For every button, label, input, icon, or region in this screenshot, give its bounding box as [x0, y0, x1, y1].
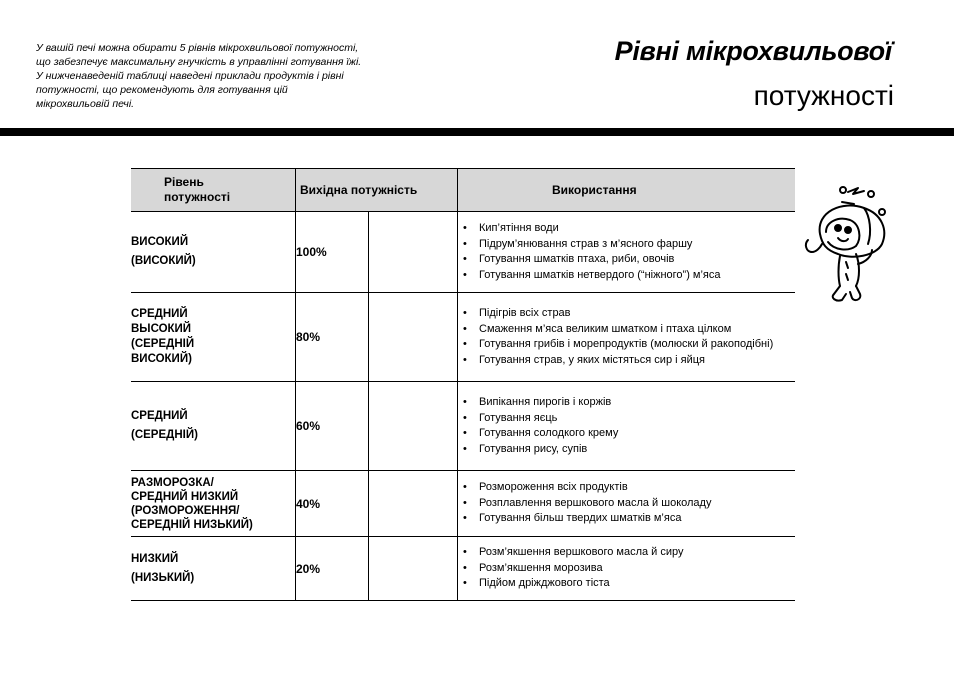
list-item: • Готування грибів і морепродуктів (молюски й ракоподібні)	[462, 337, 795, 353]
level-line: (СЕРЕДНІЙ	[131, 338, 195, 350]
empty-cell	[369, 537, 458, 601]
table-row	[131, 382, 795, 471]
table-row	[131, 293, 795, 382]
empty-cell	[369, 293, 458, 382]
intro-line: потужності, що рекомендують для готування цій	[36, 84, 288, 96]
level-line: СРЕДНИЙ НИЗКИЙ	[131, 490, 239, 503]
empty-cell	[369, 471, 458, 537]
list-item: • Готування яєць	[462, 411, 795, 427]
level-line: РАЗМОРОЗКА/	[131, 476, 214, 489]
list-item: • Готування шматків нетвердого (“ніжного”) м’яса	[462, 268, 795, 284]
table-row	[131, 537, 795, 601]
list-item: • Кип’ятіння води	[462, 221, 795, 237]
header-divider	[0, 128, 954, 136]
list-item: • Випікання пирогів і коржів	[462, 395, 795, 411]
level-line: СРЕДНИЙ	[131, 308, 188, 320]
level-cell	[131, 293, 296, 382]
power-cell: 40%	[296, 471, 369, 537]
level-line: ВЫСОКИЙ	[131, 323, 192, 335]
power-cell: 60%	[296, 382, 369, 471]
table-row	[131, 212, 795, 293]
list-item: • Готування рису, супів	[462, 442, 795, 458]
empty-cell	[369, 382, 458, 471]
power-cell: 100%	[296, 212, 369, 293]
list-item: • Готування шматків птаха, риби, овочів	[462, 252, 795, 268]
uses-cell	[458, 212, 796, 293]
list-item: • Розплавлення вершкового масла й шоколаду	[462, 496, 795, 512]
level-cell	[131, 212, 296, 293]
header-level	[131, 169, 296, 212]
level-line: СРЕДНИЙ	[131, 410, 188, 422]
header-level-line: Рівень	[164, 175, 204, 189]
page-subtitle: потужності	[753, 80, 894, 111]
power-cell: 20%	[296, 537, 369, 601]
table-row	[131, 471, 795, 537]
level-cell	[131, 382, 296, 471]
level-line: (СЕРЕДНІЙ)	[131, 429, 198, 441]
list-item: • Розм’якшення морозива	[462, 561, 795, 577]
list-item: • Розм’якшення вершкового масла й сиру	[462, 545, 795, 561]
intro-line: У вашій печі можна обирати 5 рівнів мікрохвильової потужності,	[36, 42, 359, 54]
intro-line: У нижченаведеній таблиці наведені приклади продуктів і рівні	[36, 70, 344, 82]
list-item: • Готування страв, у яких містяться сир і яйця	[462, 353, 795, 369]
level-line: ВИСОКИЙ	[131, 236, 189, 248]
list-item: • Смаження м’яса великим шматком і птаха цілком	[462, 322, 795, 338]
level-line: СЕРЕДНІЙ НИЗЬКИЙ)	[131, 518, 253, 531]
list-item: • Підігрів всіх страв	[462, 306, 795, 322]
table-header-row	[131, 169, 795, 212]
list-item: • Підйом дріжджового тіста	[462, 576, 795, 592]
level-line: (РОЗМОРОЖЕННЯ/	[131, 504, 240, 517]
level-cell	[131, 537, 296, 601]
empty-cell	[369, 212, 458, 293]
header-power: Вихідна потужність	[296, 169, 458, 212]
page-title: Рівні мікрохвильової	[614, 36, 892, 66]
power-levels-table	[131, 168, 795, 601]
list-item: • Готування солодкого крему	[462, 426, 795, 442]
list-item: • Підрум’янювання страв з м’ясного фаршу	[462, 237, 795, 253]
uses-cell	[458, 293, 796, 382]
header-level-line: потужності	[164, 190, 231, 204]
level-line: (НИЗЬКИЙ)	[131, 571, 195, 584]
list-item: • Розмороження всіх продуктів	[462, 480, 795, 496]
header-usage: Використання	[458, 169, 796, 212]
uses-cell	[458, 537, 796, 601]
intro-line: що забезпечує максимальну гнучкість в управлінні готування їжі.	[36, 56, 362, 68]
level-line: ВИСОКИЙ)	[131, 353, 192, 365]
power-cell: 80%	[296, 293, 369, 382]
intro-text	[36, 41, 456, 111]
level-line: НИЗКИЙ	[131, 552, 179, 565]
list-item: • Готування більш твердих шматків м’яса	[462, 511, 795, 527]
uses-cell	[458, 471, 796, 537]
uses-cell	[458, 382, 796, 471]
intro-line: мікрохвильовій печі.	[36, 98, 135, 110]
level-line: (ВИСОКИЙ)	[131, 255, 196, 267]
microwave-mascot-icon	[798, 182, 908, 312]
level-cell	[131, 471, 296, 537]
